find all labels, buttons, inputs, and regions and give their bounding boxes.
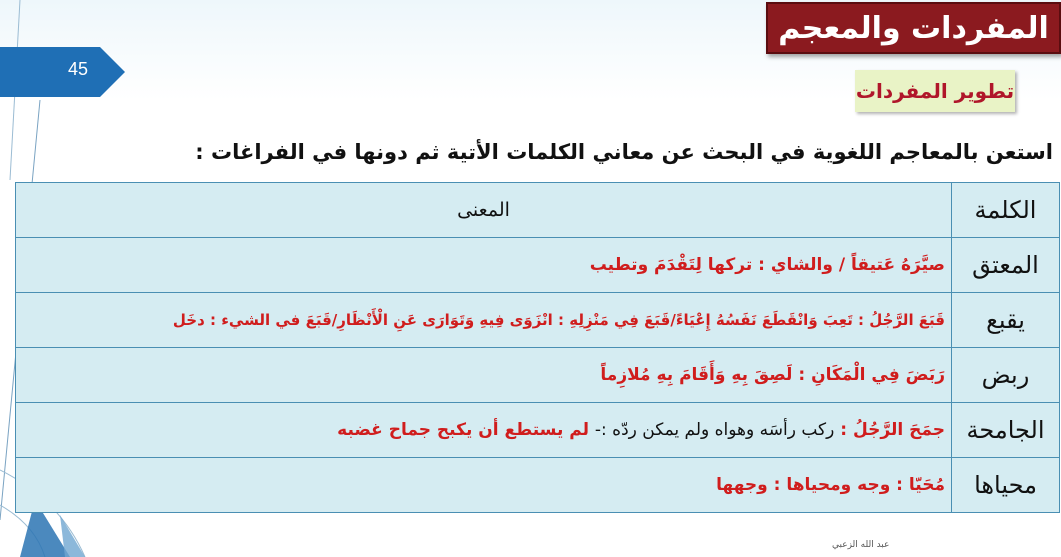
- section-subtitle: [855, 70, 1015, 112]
- table-row: [16, 403, 1060, 458]
- section-subtitle-text: تطوير المفردات: [855, 79, 1015, 103]
- word-cell: ربض: [952, 348, 1060, 403]
- page-tag-arrow-icon: [0, 47, 125, 97]
- word-cell: محياها: [952, 458, 1060, 513]
- table-header-row: [16, 183, 1060, 238]
- word-cell: المعتق: [952, 238, 1060, 293]
- meaning-cell: رَبَضَ فِي الْمَكَانِ : لَصِقَ بِهِ وَأَقَامَ بِهِ مُلازِماً: [16, 348, 952, 403]
- instruction-text: استعن بالمعاجم اللغوية في البحث عن معاني الكلمات الأتية ثم دونها في الفراغات :: [195, 140, 1053, 164]
- table-row: [16, 293, 1060, 348]
- header-word: الكلمة: [952, 183, 1060, 238]
- meaning-plain: ركب رأسَه وهواه ولم يمكن ردّه :-: [594, 420, 835, 440]
- meaning-lead: جمَحَ الرَّجُلُ :: [840, 420, 945, 440]
- table-row: [16, 238, 1060, 293]
- slide-title-text: المفردات والمعجم: [778, 10, 1049, 46]
- word-cell: الجامحة: [952, 403, 1060, 458]
- slide-title: [766, 2, 1061, 54]
- word-cell: يقبع: [952, 293, 1060, 348]
- vocabulary-table: [15, 182, 1060, 513]
- meaning-cell: صيَّرَهُ عَتيقاً / والشاي : تركها لِتَقْدَمَ وتطيب: [16, 238, 952, 293]
- table-row: [16, 458, 1060, 513]
- page-number: 45: [68, 59, 89, 79]
- meaning-cell: مُحَيّا : وجه ومحياها : وجهها: [16, 458, 952, 513]
- meaning-cell: قَبَعَ الرَّجُلُ : تَعِبَ وَانْقَطَعَ نَفَسُهُ إِعْيَاءً/قَبَعَ فِي مَنْزِلِهِ : انْزَوَى فِيهِ وَتَوَارَى عَنِ الْأَنْظَارِ/قَبَعَ في الشيء : دخَل: [16, 293, 952, 348]
- page-number-tag: [0, 47, 125, 97]
- header-meaning: المعنى: [16, 183, 952, 238]
- meaning-cell: [16, 403, 952, 458]
- table-row: [16, 348, 1060, 403]
- author-credit: عبد الله الزعبي: [832, 540, 890, 550]
- meaning-tail: لم يستطع أن يكبح جماح غضبه: [337, 420, 589, 440]
